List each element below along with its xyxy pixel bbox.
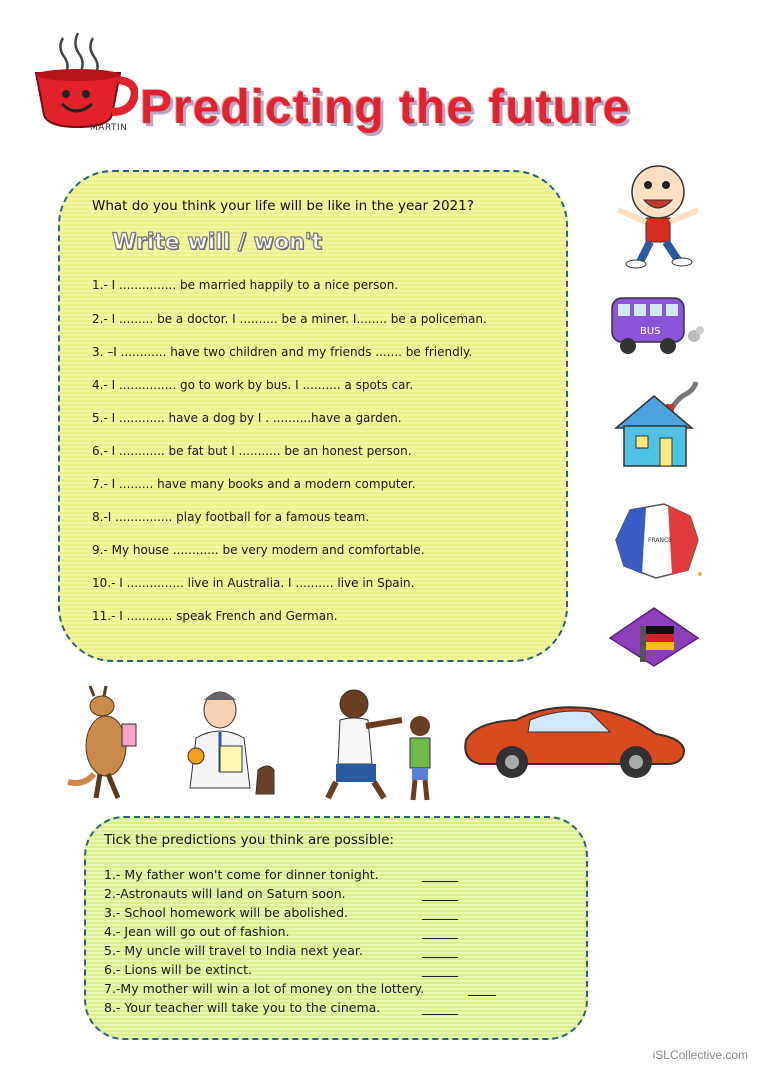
exercise-item: 8.-I ............... play football for a famous team.: [92, 510, 370, 524]
prediction-item: 8.- Your teacher will take you to the cinema.: [104, 1000, 381, 1015]
prediction-item: 2.-Astronauts will land on Saturn soon.: [104, 886, 346, 901]
prediction-item: 5.- My uncle will travel to India next year.: [104, 943, 363, 958]
answer-blank[interactable]: [422, 900, 458, 901]
prediction-item: 7.-My mother will win a lot of money on the lottery.: [104, 981, 425, 996]
happy-boy-icon: [608, 160, 708, 270]
prediction-item: 3.- School homework will be abolished.: [104, 905, 348, 920]
answer-blank[interactable]: [422, 957, 458, 958]
exercise-item: 11.- I ............ speak French and German.: [92, 609, 338, 623]
doctor-icon: [178, 686, 282, 798]
parent-and-child-icon: [322, 686, 440, 804]
prediction-item: 4.- Jean will go out of fashion.: [104, 924, 290, 939]
answer-blank[interactable]: [422, 881, 458, 882]
france-label: FRANCE: [648, 537, 672, 544]
answer-blank[interactable]: [468, 995, 496, 996]
prediction-item: 1.- My father won't come for dinner tonight.: [104, 867, 379, 882]
logo-caption: MARTIN: [90, 123, 128, 133]
answer-blank[interactable]: [422, 938, 458, 939]
exercise-item: 2.- I ......... be a doctor. I .......... be a miner. I........ be a policeman.: [92, 312, 487, 326]
exercise-item: 10.- I ............... live in Australia. I .......... live in Spain.: [92, 576, 415, 590]
answer-blank[interactable]: [422, 919, 458, 920]
tick-panel-title: Tick the predictions you think are possible:: [104, 832, 394, 848]
kangaroo-icon: [64, 684, 148, 802]
watermark: iSLCollective.com: [652, 1048, 748, 1062]
house-icon: [610, 378, 700, 473]
france-map-icon: [610, 500, 706, 582]
prediction-item: 6.- Lions will be extinct.: [104, 962, 253, 977]
exercise-item: 4.- I ............... go to work by bus. I .......... a spots car.: [92, 378, 414, 392]
answer-blank[interactable]: [422, 1014, 458, 1015]
bus-label: BUS: [640, 326, 661, 337]
answer-blank[interactable]: [422, 976, 458, 977]
exercise-item: 7.- I ......... have many books and a modern computer.: [92, 477, 416, 491]
exercise-item: 6.- I ............ be fat but I ........... be an honest person.: [92, 444, 412, 458]
coffee-cup-logo-icon: [28, 28, 138, 136]
exercise-item: 9.- My house ............ be very modern and comfortable.: [92, 543, 425, 557]
sports-car-icon: [460, 700, 688, 784]
page-title: Predicting the future: [140, 81, 631, 134]
german-flag-icon: [606, 604, 702, 670]
exercise-instruction: Write will / won't: [112, 230, 323, 255]
exercise-item: 1.- I ............... be married happily to a nice person.: [92, 278, 399, 292]
exercise-item: 3. –I ............ have two children and my friends ....... be friendly.: [92, 345, 473, 359]
bus-icon: [606, 290, 706, 360]
exercise-item: 5.- I ............ have a dog by I . ..........have a garden.: [92, 411, 402, 425]
exercise-question: What do you think your life will be like in the year 2021?: [92, 198, 474, 214]
